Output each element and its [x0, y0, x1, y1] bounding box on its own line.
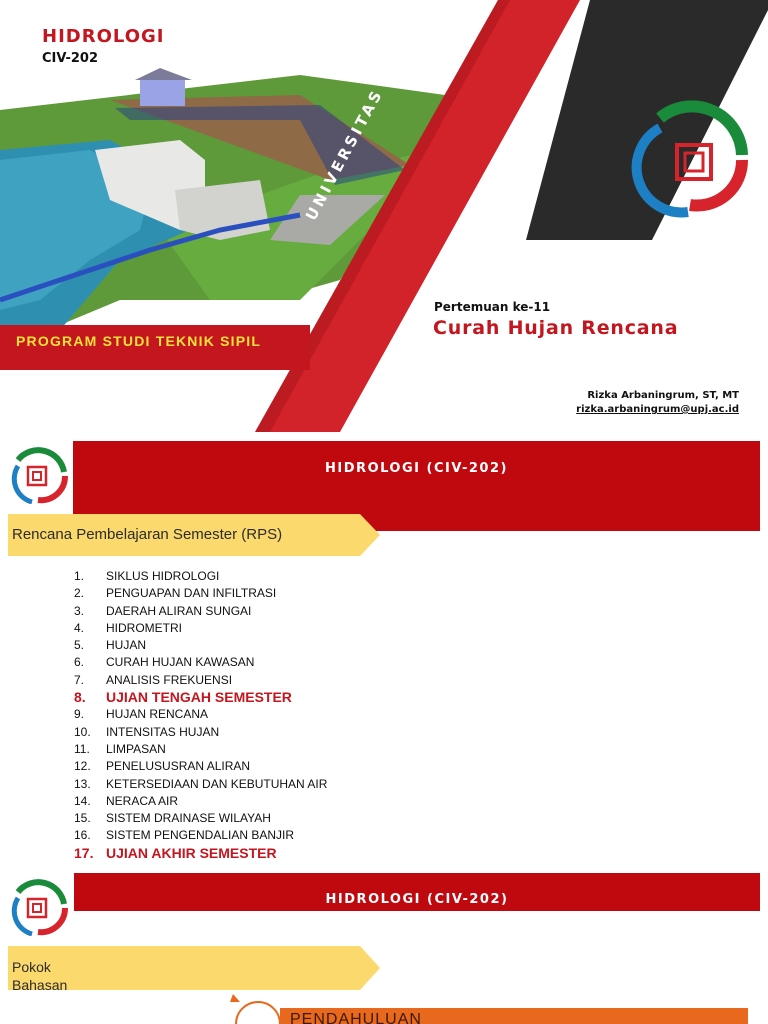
list-item: 10. INTENSITAS HUJAN [74, 724, 220, 739]
list-item: 6. CURAH HUJAN KAWASAN [74, 655, 255, 670]
section-chip-label: Rencana Pembelajaran Semester (RPS) [12, 526, 283, 543]
author-email[interactable]: rizka.arbaningrum@upj.ac.id [576, 404, 739, 415]
rps-topic-list [74, 568, 327, 862]
header-bar [74, 873, 760, 911]
university-logo-small [8, 874, 70, 936]
list-item: 4. HIDROMETRI [74, 620, 182, 635]
author-name: Rizka Arbaningrum, ST, MT [587, 390, 739, 401]
topic-label: PENDAHULUAN [290, 1011, 422, 1024]
course-title: HIDROLOGI [42, 26, 165, 47]
course-code: CIV-202 [42, 51, 99, 66]
topic-slide [0, 868, 768, 1024]
list-item: 3. DAERAH ALIRAN SUNGAI [74, 603, 252, 618]
list-item-exam: 17. UJIAN AKHIR SEMESTER [74, 844, 277, 861]
title-slide [0, 0, 768, 432]
list-item-exam: 8. UJIAN TENGAH SEMESTER [74, 689, 292, 706]
list-item: 9. HUJAN RENCANA [74, 707, 209, 722]
list-item: 16. SISTEM PENGENDALIAN BANJIR [74, 828, 295, 843]
header-title: HIDROLOGI (CIV-202) [325, 892, 509, 907]
list-item: 14. NERACA AIR [74, 793, 179, 808]
bullet-circle-icon [228, 994, 288, 1024]
list-item: 2. PENGUAPAN DAN INFILTRASI [74, 586, 277, 601]
list-item: 1. SIKLUS HIDROLOGI [74, 569, 220, 583]
program-name: PROGRAM STUDI TEKNIK SIPIL [16, 333, 262, 349]
list-item: 13. KETERSEDIAAN DAN KEBUTUHAN AIR [74, 776, 328, 791]
lecture-topic: Curah Hujan Rencana [433, 317, 679, 339]
list-item: 11. LIMPASAN [74, 741, 166, 756]
list-item: 5. HUJAN [74, 638, 147, 653]
list-item: 7. ANALISIS FREKUENSI [74, 672, 233, 687]
university-name: UNIVERSITAS PEMBANGUNAN [302, 0, 470, 224]
meeting-number: Pertemuan ke-11 [434, 300, 551, 314]
control-house-roof [135, 68, 192, 80]
header-title: HIDROLOGI (CIV-202) [325, 461, 508, 476]
section-chip-label: Pokok Bahasan [12, 959, 68, 993]
list-item: 12. PENELUSUSRAN ALIRAN [74, 759, 251, 774]
university-logo-small [8, 442, 70, 504]
rps-slide [0, 432, 768, 868]
control-house [140, 78, 185, 106]
list-item: 15. SISTEM DRAINASE WILAYAH [74, 811, 271, 826]
